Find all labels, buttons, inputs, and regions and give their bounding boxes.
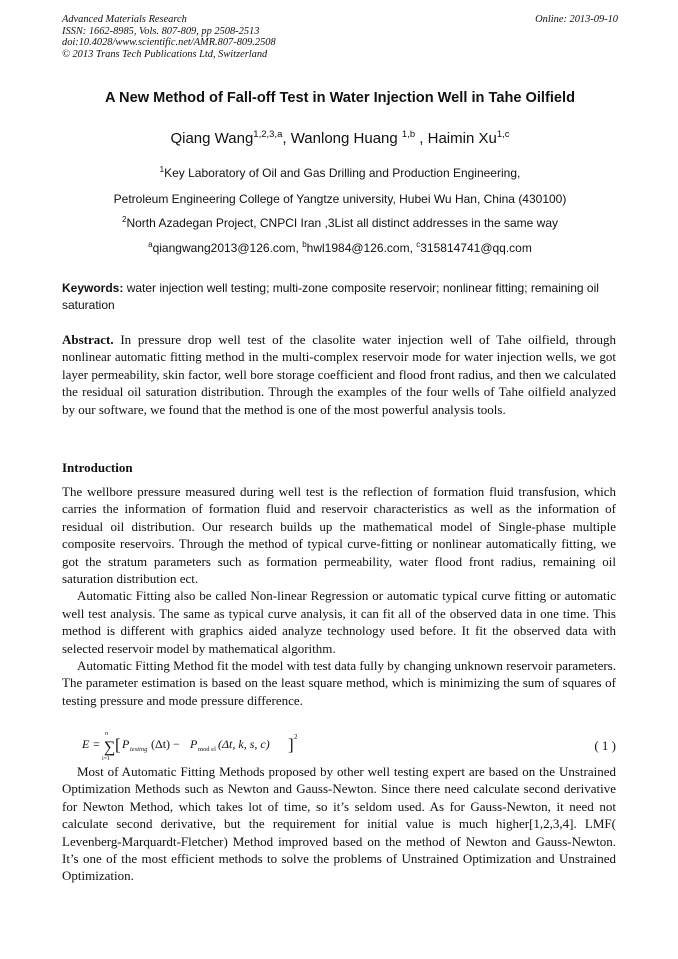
journal-name: Advanced Materials Research (62, 14, 187, 25)
doi-line: doi:10.4028/www.scientific.net/AMR.807-809.2508 (62, 37, 276, 49)
affiliation-text: Key Laboratory of Oil and Gas Drilling and Production Engineering, (164, 166, 521, 180)
eq-left-bracket: [ (115, 735, 121, 754)
affiliation-line-3 (62, 216, 618, 230)
author-name: Wanlong Huang (290, 130, 402, 147)
eq-p-model: P (190, 737, 198, 751)
equation-formula (62, 730, 362, 762)
affiliation-line-2 (62, 192, 618, 206)
online-date: Online: 2013-09-10 (535, 14, 618, 25)
intro-paragraph-1: The wellbore pressure measured during well test is the reflection of formation fluid transfusion, which carries the information of formation fluid and reservoir characteristics as well as the information of residual oil distribution. Our research builds up the mathematical model of Single-phase multiple composite reservoirs. Through the method of typical curve-fitting or nonlinear automatically fitting, we got the stratum parameters such as formation permeability, water flood front radius, remaining oil saturation distribution ect. (62, 484, 616, 587)
intro-paragraph-3: Automatic Fitting Method fit the model with test data fully by changing unknown reservoir parameters. The parameter estimation is based on the least square method, which is minimizing the sum of squares of testing pressure and mode pressure difference. (62, 658, 616, 708)
eq-arg-1: (Δt) − (151, 737, 180, 751)
affiliation-sup: 1 (159, 165, 165, 174)
equation-number: ( 1 ) (594, 738, 616, 753)
email-link[interactable]: qiangwang2013@126.com, (152, 241, 303, 255)
eq-right-bracket: ] (288, 735, 294, 754)
affiliation-text: North Azadegan Project, CNPCI Iran ,3List all distinct addresses in the same way (126, 216, 558, 230)
eq-lhs: E (82, 737, 90, 751)
email-sup: a (148, 240, 153, 249)
journal-header (62, 14, 618, 60)
eq-sub-model: mod el (198, 746, 216, 753)
eq-sum-sign: ∑ (104, 739, 116, 756)
eq-equals: = (93, 737, 100, 751)
author-name: Haimin Xu (427, 130, 497, 147)
email-sup: c (416, 240, 421, 249)
section-heading-introduction: Introduction (62, 460, 133, 475)
affiliation-line-1 (62, 166, 618, 180)
equation-1 (62, 730, 618, 760)
abstract-label: Abstract. (62, 332, 114, 347)
intro-paragraph-4: Most of Automatic Fitting Methods proposed by other well testing expert are based on the Unstrained Optimization Methods such as Newton and Gauss-Newton. Since there need calculate second derivative for Newton Method, which takes lot of time, so it’s seldom used. As for Gauss-Newton, it need not calculate second derivative, but the requirement for initial value is much higher[1,2,3,4]. LMF( Levenberg-Marquardt-Fletcher) Method improved based on the method of Newton and Gauss-Newton. It’s one of the most efficient methods to solve the problems of Unstrained Optimization and Unstrained Optimization. (62, 764, 616, 884)
keywords-text: water injection well testing; multi-zone composite reservoir; nonlinear fitting; remaining oil saturation (62, 281, 599, 312)
eq-power: 2 (294, 733, 298, 741)
abstract (62, 331, 616, 418)
eq-sum-bottom: i=1 (102, 756, 111, 762)
email-link[interactable]: 315814741@qq.com (420, 241, 532, 255)
email-link[interactable]: hwl1984@126.com, (306, 241, 417, 255)
abstract-text: In pressure drop well test of the clasolite water injection well of Tahe oilfield, through nonlinear automatic fitting method in the multi-complex reservoir mode for water injection wells, we got layer permeability, skin factor, well bore storage coefficient and flood front radius, and then we calculated the residual oil saturation distribution. Through the examples of the four wells of Tahe oilfield analyzed by our software, we found that the method is one of the most powerful analysis tools. (62, 332, 616, 417)
author-list: Qiang Wang$^{1,2,3,a}$, Wanlong Huang $^{1,b}$ , Haimin Xu$^{1,c}$ (170, 129, 510, 147)
eq-p-testing: P (122, 737, 130, 751)
intro-paragraph-2: Automatic Fitting also be called Non-linear Regression or automatic typical curve fitting or automatic well test analysis. The same as typical curve analysis, it can fit all of the observed data in one time. This method is different with graphics aided analyze technology used before. It fit the observed data with selected reservoir model by mathematical algorithm. (62, 588, 616, 656)
author-sup: 1,2,3,a (253, 129, 283, 140)
keywords (62, 280, 618, 313)
introduction-body-continued (62, 763, 616, 885)
paper-title: A New Method of Fall-off Test in Water Injection Well in Tahe Oilfield (105, 90, 575, 106)
affiliation-text: Petroleum Engineering College of Yangtze university, Hubei Wu Han, China (430100) (113, 192, 567, 206)
email-line (62, 241, 618, 255)
email-sup: b (302, 240, 307, 249)
copyright-line: © 2013 Trans Tech Publications Ltd, Switzerland (62, 48, 268, 60)
eq-sum-top: n (105, 731, 108, 737)
author-name: Qiang Wang (170, 130, 254, 147)
issn-line: ISSN: 1662-8985, Vols. 807-809, pp 2508-2513 (62, 25, 260, 37)
author-sup: 1,b (401, 129, 416, 140)
eq-arg-2: (Δt, k, s, c) (218, 737, 270, 751)
introduction-body (62, 483, 616, 709)
affiliation-sup: 2 (122, 215, 127, 224)
keywords-label: Keywords: (62, 281, 124, 295)
eq-sub-testing: testing (130, 746, 148, 753)
author-sup: 1,c (496, 129, 510, 140)
